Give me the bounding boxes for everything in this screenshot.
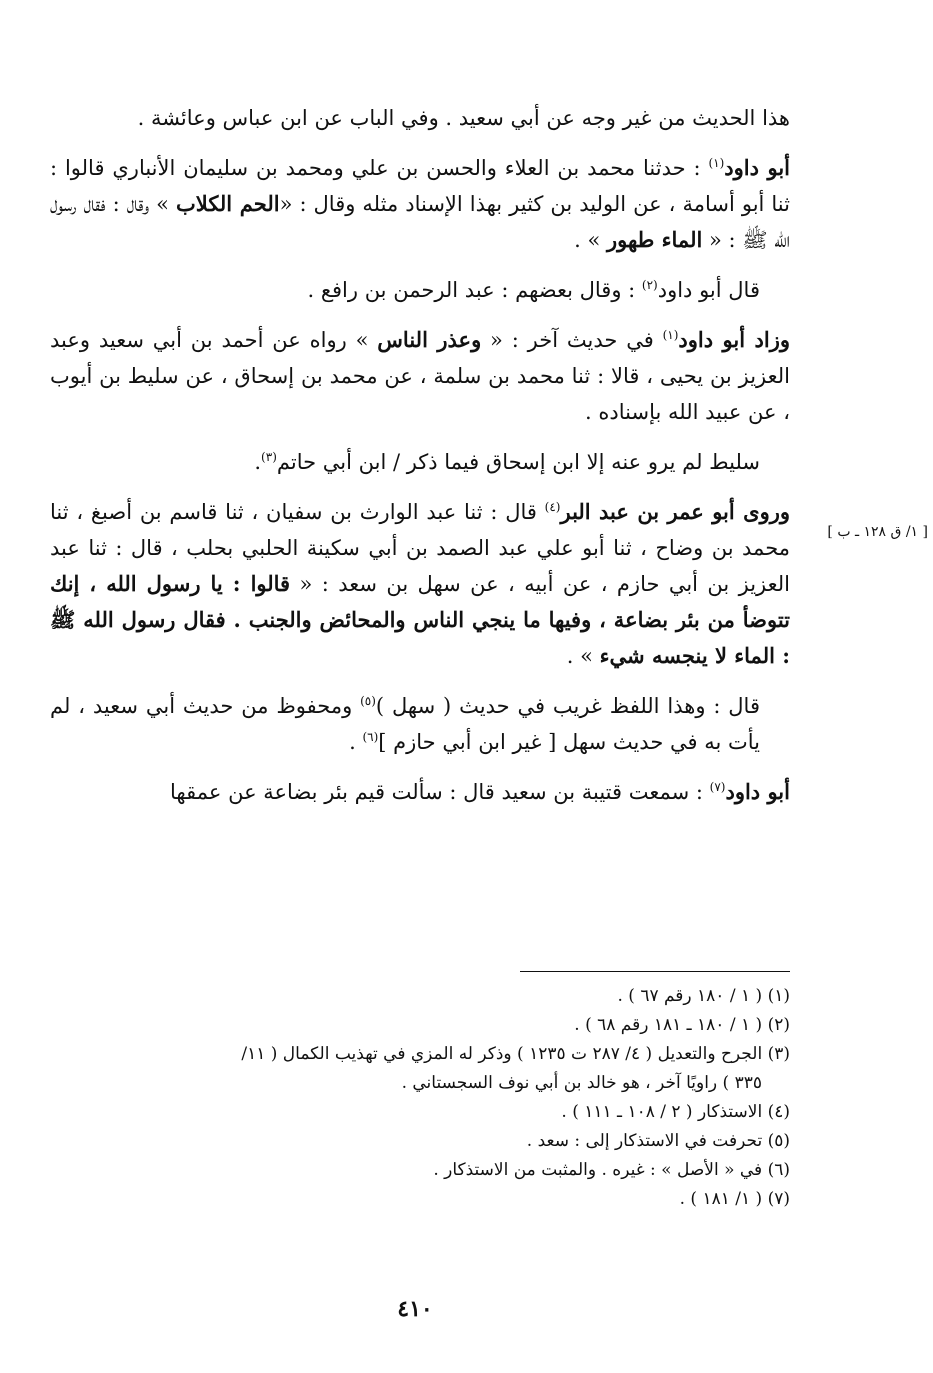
footnote-separator	[520, 971, 790, 972]
main-text	[50, 100, 790, 824]
footnote-3-continued: ٣٣٥ ) راويًا آخر ، هو خالد بن أبي نوف السجستاني .	[401, 1073, 762, 1093]
narrator-name: وروى أبو عمر بن عبد البر	[560, 499, 790, 524]
footnote-ref: (٦)	[362, 730, 379, 744]
paragraph-5	[50, 444, 790, 480]
paragraph-3	[50, 272, 790, 308]
paragraph-7-text: قال : وهذا اللفظ غريب في حديث ( سهل )	[375, 694, 760, 718]
paragraph-6	[50, 494, 790, 674]
quoted-phrase: الحم الكلاب	[176, 191, 280, 216]
quoted-phrase: الماء طهور	[606, 227, 703, 252]
paragraph-6-text: » .	[566, 644, 600, 668]
footnote-ref: (٢)	[641, 278, 658, 292]
paragraph-4	[50, 322, 790, 430]
paragraph-7-end: .	[349, 730, 363, 754]
paragraph-3-text: : وقال بعضهم : عبد الرحمن بن رافع .	[307, 278, 642, 302]
footnote-2: (٢) ( ١ / ١٨٠ ـ ١٨١ رقم ٦٨ ) .	[574, 1015, 790, 1035]
paragraph-2-text: » .	[574, 228, 607, 252]
paragraph-5-end: .	[254, 450, 262, 474]
paragraph-5-text: سليط لم يرو عنه إلا ابن إسحاق فيما ذكر / ابن أبي حاتم	[276, 450, 760, 474]
footnote-3: (٣) الجرح والتعديل ( ٤/ ٢٨٧ ت ١٢٣٥ ) وذكر له المزي في تهذيب الكمال ( ١١/	[241, 1044, 790, 1064]
quoted-phrase: وعذر الناس	[377, 327, 482, 352]
footnote-5: (٥) تحرفت في الاستذكار إلى : سعد .	[526, 1131, 790, 1151]
footnote-7: (٧) ( ١/ ١٨١ ) .	[679, 1189, 790, 1209]
paragraph-2-text: : حدثنا محمد بن العلاء والحسن بن علي ومحمد بن سليمان الأنباري قالوا : ثنا أبو أسامة ، عن الوليد بن كثير بهذا الإسناد مثله وقال : «	[50, 156, 790, 216]
footnote-ref: (٧)	[709, 780, 726, 794]
paragraph-2	[50, 150, 790, 258]
footnote-1: (١) ( ١ / ١٨٠ رقم ٦٧ ) .	[617, 986, 790, 1006]
paragraph-4-text: في حديث آخر : «	[481, 328, 663, 352]
paragraph-8-text: : سمعت قتيبة بن سعيد قال : سألت قيم بئر بضاعة عن عمقها	[170, 780, 710, 804]
narrator-name: أبو داود	[724, 155, 790, 180]
footnote-ref: (٣)	[261, 450, 277, 464]
paragraph-4-text: » رواه عن أحمد بن أبي سعيد وعبد العزيز بن يحيى ، قالا : ثنا محمد بن سلمة ، عن محمد بن إسحاق ، عن سليط بن أيوب ، عن عبيد الله بإسناده .	[50, 328, 790, 424]
footnote-ref: (١)	[662, 328, 679, 342]
paragraph-3-lead: قال أبو داود	[657, 278, 760, 302]
footnote-4: (٤) الاستذكار ( ٢ / ١٠٨ ـ ١١١ ) .	[561, 1102, 790, 1122]
paragraph-1-text: هذا الحديث من غير وجه عن أبي سعيد . وفي الباب عن ابن عباس وعائشة .	[137, 106, 790, 130]
footnote-ref: (١)	[708, 156, 725, 170]
paragraph-8	[50, 774, 790, 810]
footnote-ref: (٤)	[544, 500, 561, 514]
paragraph-1	[50, 100, 790, 136]
narrator-name: أبو داود	[725, 779, 790, 804]
footnote-6: (٦) في « الأصل » : غيره . والمثبت من الاستذكار .	[433, 1160, 790, 1180]
narrator-name: وزاد أبو داود	[678, 327, 791, 352]
quoted-hadith: قالوا : يا رسول الله ، إنك تتوضأ من بئر بضاعة ، وفيها ما ينجي الناس والمحائض والجنب . فقال رسول الله ﷺ : الماء لا ينجسه شيء	[50, 571, 790, 668]
paragraph-6-text: قال : ثنا عبد الوارث بن سفيان ، ثنا قاسم بن أصبغ ، ثنا محمد بن وضاح ، ثنا أبو علي عبد الصمد بن أبي سكينة الحلبي بحلب ، قال : ثنا عبد العزيز بن أبي حازم ، عن أبيه ، عن سهل بن سعد : «	[50, 500, 791, 596]
paragraph-2-text: » وقال : فقال رسول الله ﷺ : «	[50, 192, 790, 252]
page-number: ٤١٠	[397, 1296, 433, 1322]
footnotes	[50, 982, 790, 1214]
manuscript-folio-note: [ ١/ ق ١٢٨ ـ ب ]	[827, 524, 928, 540]
paragraph-7-text: ومحفوظ من حديث أبي سعيد ، لم يأت به في حديث سهل [ غير ابن أبي حازم ]	[50, 694, 760, 754]
paragraph-7	[50, 688, 790, 760]
footnote-ref: (٥)	[360, 694, 376, 708]
